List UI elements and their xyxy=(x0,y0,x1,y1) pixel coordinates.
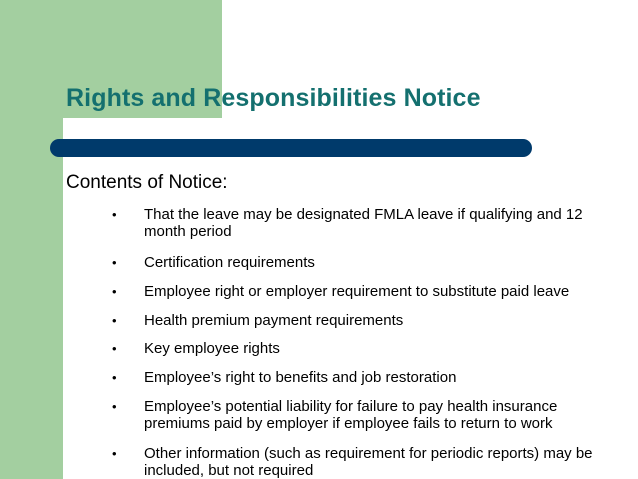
title-divider-bar xyxy=(50,139,532,157)
bullet-icon: • xyxy=(112,370,117,385)
bullet-icon: • xyxy=(112,284,117,299)
list-item-text: Employee’s potential liability for failure to pay health insurance premiums paid by employer if employee fails to return to work xyxy=(144,398,558,432)
list-item-text: Certification requirements xyxy=(144,254,315,271)
list-item-text: Employee right or employer requirement to substitute paid leave xyxy=(144,283,570,300)
bullet-icon: • xyxy=(112,341,117,356)
list-item-text: That the leave may be designated FMLA leave if qualifying and 12 month period xyxy=(144,206,583,240)
bullet-icon: • xyxy=(112,313,117,328)
slide-title: Rights and Responsibilities Notice xyxy=(66,84,481,112)
bullet-icon: • xyxy=(112,255,117,270)
bullet-icon: • xyxy=(112,446,117,461)
bullet-icon: • xyxy=(112,399,117,414)
list-item-text: Other information (such as requirement for periodic reports) may be included, but not required xyxy=(144,445,593,479)
section-heading: Contents of Notice: xyxy=(66,172,228,193)
bullet-icon: • xyxy=(112,207,117,222)
decorative-green-strip xyxy=(0,118,63,479)
list-item-text: Health premium payment requirements xyxy=(144,312,404,329)
list-item-text: Employee’s right to benefits and job restoration xyxy=(144,369,457,386)
list-item-text: Key employee rights xyxy=(144,340,280,357)
